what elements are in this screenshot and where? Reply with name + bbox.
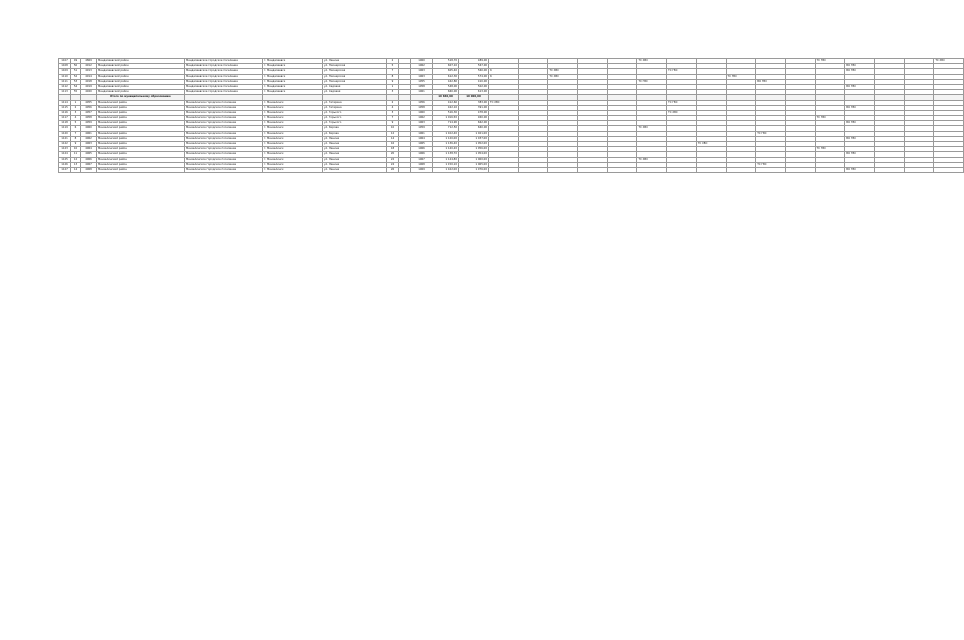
table-cell: Мензелинский район xyxy=(97,100,185,105)
table-cell: 14 xyxy=(71,167,81,172)
table-cell: 1963 xyxy=(411,74,433,79)
table-cell: г. Мензелинск xyxy=(263,167,323,172)
table-cell: Менделеевское городское поселение xyxy=(185,79,263,84)
table-cell: 1956 xyxy=(411,100,433,105)
table-cell: 4962 xyxy=(81,136,97,141)
table-cell: 4957 xyxy=(81,110,97,115)
table-cell: 1 021,00 xyxy=(459,131,489,136)
table-cell: 714,90 xyxy=(433,121,459,126)
table-cell: 13 xyxy=(71,162,81,167)
table-cell: 4955 xyxy=(81,100,97,105)
table-cell: 518,70 xyxy=(433,59,459,64)
table-cell: 1 056,00 xyxy=(459,147,489,152)
table-cell: 1 037,00 xyxy=(459,136,489,141)
table-cell: 1 076,00 xyxy=(459,167,489,172)
table-cell: ул. Горького xyxy=(323,116,387,121)
table-cell: Мензелинское городское поселение xyxy=(185,131,263,136)
table-cell: Менделеевский район xyxy=(97,74,185,79)
table-cell: 1967 xyxy=(411,157,433,162)
table-cell: Менделеевское городское поселение xyxy=(185,69,263,74)
table-cell: г. Мензелинск xyxy=(263,126,323,131)
table-cell: 10 000,00 xyxy=(459,95,489,100)
table-cell: Менделеевский район xyxy=(97,69,185,74)
table-cell: 4961 xyxy=(81,131,97,136)
table-cell: г. Менделеевск xyxy=(263,79,323,84)
table-cell: ул. Ленина xyxy=(323,147,387,152)
table-cell: ул. Пионерская xyxy=(323,64,387,69)
table-cell: 1113 xyxy=(59,90,71,95)
table-cell: 1 144,80 xyxy=(433,157,459,162)
table-cell: ВО ГВС xyxy=(845,64,875,69)
table-cell: ул. Ленина xyxy=(323,167,387,172)
table-cell: Мензелинское городское поселение xyxy=(185,100,263,105)
table-cell: Менделеевское городское поселение xyxy=(185,74,263,79)
table-cell: Мензелинский район xyxy=(97,162,185,167)
table-cell: 6 xyxy=(71,126,81,131)
table-cell: 4869 xyxy=(81,59,97,64)
table-cell: 4959 xyxy=(81,121,97,126)
table-cell: ул. Кирова xyxy=(323,126,387,131)
table-cell xyxy=(726,167,756,172)
table-cell: 16 xyxy=(387,142,399,147)
table-cell: 12 xyxy=(387,131,399,136)
table-cell: 4968 xyxy=(81,167,97,172)
table-cell: 4965 xyxy=(81,152,97,157)
table-cell: 516,30 xyxy=(433,110,459,115)
table-cell xyxy=(785,167,815,172)
table-cell xyxy=(667,167,697,172)
table-cell: 1962 xyxy=(411,64,433,69)
table-cell: 605,40 xyxy=(433,69,459,74)
table-cell: ВО ГВС xyxy=(845,69,875,74)
table-cell: ул. Ленина xyxy=(323,157,387,162)
table-cell: ВО ГВС xyxy=(845,105,875,110)
table-cell: Менделеевское городское поселение xyxy=(185,59,263,64)
table-cell: 1 xyxy=(387,84,399,89)
table-cell: 1 162,00 xyxy=(433,167,459,172)
table-cell: 1126 xyxy=(59,162,71,167)
table-cell: 1958 xyxy=(411,84,433,89)
table-cell: 1116 xyxy=(59,110,71,115)
table-cell: ТС ХВС xyxy=(489,100,519,105)
table-cell: г. Мензелинск xyxy=(263,100,323,105)
table-cell: 1118 xyxy=(59,121,71,126)
table-cell: 410,00 xyxy=(459,79,489,84)
table-cell: ул. Ленина xyxy=(323,59,387,64)
table-cell: ВО ГВС xyxy=(845,167,875,172)
table-cell: 4964 xyxy=(81,147,97,152)
table-cell: 1119 xyxy=(59,126,71,131)
table-cell: ул. Пионерская xyxy=(323,79,387,84)
table-cell: 11 xyxy=(71,152,81,157)
table-cell: 9 xyxy=(71,142,81,147)
table-cell: г. Менделеевск xyxy=(263,59,323,64)
table-cell: ул. Пионерская xyxy=(323,74,387,79)
table-cell: ТС ГВС xyxy=(667,100,697,105)
table-cell: 4958 xyxy=(81,116,97,121)
table-cell: Мензелинское городское поселение xyxy=(185,105,263,110)
table-cell: 10 660,90 xyxy=(433,95,459,100)
table-cell: ул. Горького xyxy=(323,121,387,126)
table-cell: 1114 xyxy=(59,100,71,105)
table-cell: 4956 xyxy=(81,105,97,110)
table-cell: ТС ХВС xyxy=(637,126,667,131)
table-cell: 9 xyxy=(387,121,399,126)
table-cell: г. Менделеевск xyxy=(263,74,323,79)
table-cell xyxy=(756,167,786,172)
table-cell: ТС ХВС xyxy=(667,110,697,115)
table-cell: 1 140,20 xyxy=(433,147,459,152)
table-cell: ул. Ленина xyxy=(323,162,387,167)
table-cell: К xyxy=(489,74,519,79)
table-cell: ТС ГВС xyxy=(637,79,667,84)
table-cell: г. Менделеевск xyxy=(263,69,323,74)
table-cell: 24 xyxy=(387,162,399,167)
table-cell: 560,00 xyxy=(459,69,489,74)
table-cell: Мензелинское городское поселение xyxy=(185,110,263,115)
table-cell: 4914 xyxy=(81,74,97,79)
table-cell: г. Мензелинск xyxy=(263,105,323,110)
table-cell: 26 xyxy=(387,167,399,172)
table-cell: 1123 xyxy=(59,147,71,152)
table-cell: 1 052,00 xyxy=(459,142,489,147)
table-cell: ВО ГВС xyxy=(845,121,875,126)
table-cell xyxy=(399,167,411,172)
table-body xyxy=(59,59,964,173)
table-cell: г. Мензелинск xyxy=(263,131,323,136)
table-cell xyxy=(518,167,548,172)
table-cell: г. Мензелинск xyxy=(263,110,323,115)
document-sheet xyxy=(58,58,945,173)
table-cell: 1968 xyxy=(411,162,433,167)
table-cell: ул. Гагарина xyxy=(323,100,387,105)
table-cell: 18 xyxy=(387,147,399,152)
table-cell: 1965 xyxy=(411,142,433,147)
table-cell: 8 xyxy=(387,74,399,79)
table-cell: 20 xyxy=(387,152,399,157)
table-cell: 607,10 xyxy=(433,64,459,69)
table-cell: ТС ГВС xyxy=(815,116,845,121)
table-cell xyxy=(904,167,934,172)
table-cell: 662,00 xyxy=(459,121,489,126)
table-cell: 1109 xyxy=(59,69,71,74)
table-cell: 7 xyxy=(71,131,81,136)
table-cell: Мензелинское городское поселение xyxy=(185,147,263,152)
table-cell: 7 xyxy=(387,116,399,121)
table-cell: 8 xyxy=(71,136,81,141)
table-cell: Мензелинское городское поселение xyxy=(185,157,263,162)
table-cell: 1115 xyxy=(59,105,71,110)
table-cell: 2 xyxy=(387,100,399,105)
table-cell: ТС ГВС xyxy=(726,74,756,79)
table-cell: Менделеевский район xyxy=(97,59,185,64)
table-cell: 1 xyxy=(71,100,81,105)
table-cell: ВО ГВС xyxy=(845,152,875,157)
table-cell: Менделеевский район xyxy=(97,90,185,95)
table-cell: ТС ХВС xyxy=(696,142,726,147)
table-cell: 9 xyxy=(387,79,399,84)
table-cell: 1 120,00 xyxy=(433,136,459,141)
table-cell: 489,00 xyxy=(459,59,489,64)
table-cell: 1 060,00 xyxy=(459,157,489,162)
table-cell xyxy=(637,167,667,172)
table-cell: г. Мензелинск xyxy=(263,136,323,141)
table-cell: г. Мензелинск xyxy=(263,157,323,162)
table-cell: 567,00 xyxy=(459,64,489,69)
table-cell: 1120 xyxy=(59,131,71,136)
table-cell: Мензелинский район xyxy=(97,136,185,141)
table-cell: Менделеевский район xyxy=(97,79,185,84)
table-cell: ул. Кирова xyxy=(323,131,387,136)
table-cell: 4 xyxy=(387,105,399,110)
table-cell: Мензелинское городское поселение xyxy=(185,152,263,157)
table-cell: ТС ГВС xyxy=(756,162,786,167)
table-cell: Мензелинский район xyxy=(97,167,185,172)
table-cell: ТС ХВС xyxy=(934,59,964,64)
table-cell: 1 054,00 xyxy=(459,152,489,157)
table-cell: ТС ХВС xyxy=(637,59,667,64)
table-cell: 612,30 xyxy=(433,74,459,79)
table-cell: ул. Садовая xyxy=(323,90,387,95)
table-cell: 422,10 xyxy=(433,105,459,110)
table-cell: 391,00 xyxy=(459,105,489,110)
table-cell: 4920 xyxy=(81,90,97,95)
table-cell: 1 138,70 xyxy=(433,152,459,157)
table-cell: 3 xyxy=(71,110,81,115)
table-cell: Мензелинский район xyxy=(97,105,185,110)
table-cell: ТС ГВС xyxy=(756,131,786,136)
table-cell: ул. Ленина xyxy=(323,142,387,147)
table-cell: Мензелинский район xyxy=(97,157,185,162)
table-cell: Мензелинский район xyxy=(97,116,185,121)
table-cell: 2 xyxy=(71,105,81,110)
table-cell: ТС ГВС xyxy=(667,69,697,74)
table-cell: Мензелинское городское поселение xyxy=(185,116,263,121)
table-cell: Мензелинское городское поселение xyxy=(185,136,263,141)
table-cell: 53 xyxy=(71,79,81,84)
table-cell xyxy=(934,167,964,172)
table-cell: 14 xyxy=(387,136,399,141)
table-cell: г. Мензелинск xyxy=(263,147,323,152)
table-cell: 51 xyxy=(71,69,81,74)
table-cell: К xyxy=(489,69,519,74)
table-cell: г. Мензелинск xyxy=(263,142,323,147)
table-cell: ул. Ленина xyxy=(323,136,387,141)
table-cell: Менделеевский район xyxy=(97,64,185,69)
table-cell: Менделеевское городское поселение xyxy=(185,90,263,95)
table-cell: 3 xyxy=(387,90,399,95)
table-cell xyxy=(489,167,519,172)
table-cell: 1964 xyxy=(411,136,433,141)
table-cell: 4918 xyxy=(81,79,97,84)
table-cell: 1125 xyxy=(59,157,71,162)
table-cell: 55 xyxy=(71,90,81,95)
table-cell: ТС ХВС xyxy=(637,157,667,162)
table-cell: 1959 xyxy=(411,126,433,131)
table-cell: Мензелинское городское поселение xyxy=(185,162,263,167)
table-cell: 442,80 xyxy=(433,79,459,84)
table-cell: 49 xyxy=(71,59,81,64)
table-cell: Мензелинское городское поселение xyxy=(185,167,263,172)
table-cell: г. Мензелинск xyxy=(263,116,323,121)
table-cell: Мензелинский район xyxy=(97,152,185,157)
table-row xyxy=(59,167,964,172)
table-cell xyxy=(874,167,904,172)
table-cell: Мензелинский район xyxy=(97,121,185,126)
table-cell: 383,00 xyxy=(459,100,489,105)
table-cell: 502,00 xyxy=(459,84,489,89)
table-cell: ТС ГВС xyxy=(815,59,845,64)
table-cell: 1124 xyxy=(59,152,71,157)
table-cell: 1961 xyxy=(411,131,433,136)
table-cell: Менделеевское городское поселение xyxy=(185,84,263,89)
table-cell xyxy=(578,167,608,172)
table-cell: Менделеевское городское поселение xyxy=(185,64,263,69)
table-cell: Мензелинское городское поселение xyxy=(185,126,263,131)
table-cell: 4913 xyxy=(81,69,97,74)
table-cell: Мензелинский район xyxy=(97,147,185,152)
table-cell: 548,00 xyxy=(433,84,459,89)
table-cell: 50 xyxy=(71,64,81,69)
table-cell: 1963 xyxy=(411,121,433,126)
table-cell: 940,00 xyxy=(459,116,489,121)
table-cell: 5 xyxy=(71,121,81,126)
housing-repair-table xyxy=(58,58,964,173)
table-cell: 4 xyxy=(71,116,81,121)
table-cell: Мензелинское городское поселение xyxy=(185,142,263,147)
table-cell: 4966 xyxy=(81,157,97,162)
table-cell: 2 xyxy=(387,59,399,64)
table-cell: ул. Горького xyxy=(323,110,387,115)
table-cell: Мензелинский район xyxy=(97,142,185,147)
table-cell: 10 xyxy=(71,147,81,152)
table-cell: 1 065,00 xyxy=(459,162,489,167)
table-cell: 12 xyxy=(71,157,81,162)
table-cell: 4912 xyxy=(81,64,97,69)
table-cell: 1107 xyxy=(59,59,71,64)
table-cell: 660,00 xyxy=(459,126,489,131)
table-cell: 1966 xyxy=(411,147,433,152)
table-cell: ВО ГВС xyxy=(845,84,875,89)
table-cell: 1955 xyxy=(411,79,433,84)
table-cell: ВО ГВС xyxy=(756,79,786,84)
table-cell: 1 102,40 xyxy=(433,131,459,136)
table-cell: 1963 xyxy=(411,69,433,74)
table-cell: 1966 xyxy=(411,152,433,157)
table-cell: 4919 xyxy=(81,84,97,89)
table-cell: 478,00 xyxy=(459,110,489,115)
table-cell: 1962 xyxy=(411,116,433,121)
table-cell: ул. Пионерская xyxy=(323,69,387,74)
table-cell: г. Менделеевск xyxy=(263,84,323,89)
table-cell: Мензелинское городское поселение xyxy=(185,121,263,126)
table-cell: 1958 xyxy=(411,105,433,110)
table-cell: ул. Гагарина xyxy=(323,105,387,110)
table-cell: 54 xyxy=(71,84,81,89)
table-cell: г. Мензелинск xyxy=(263,162,323,167)
table-cell: Менделеевский район xyxy=(97,84,185,89)
table-cell: 52 xyxy=(71,74,81,79)
table-cell: Итого по муниципальному образованию xyxy=(97,95,185,100)
table-cell: 1117 xyxy=(59,116,71,121)
table-cell xyxy=(815,167,845,172)
table-cell: 1127 xyxy=(59,167,71,172)
table-cell: 1110 xyxy=(59,74,71,79)
table-cell: 22 xyxy=(387,157,399,162)
table-cell: ТС ХВС xyxy=(548,69,578,74)
table-cell xyxy=(548,167,578,172)
table-cell: Мензелинский район xyxy=(97,131,185,136)
table-cell: 712,50 xyxy=(433,126,459,131)
table-cell: 1121 xyxy=(59,136,71,141)
table-cell: 7 xyxy=(387,69,399,74)
table-cell: г. Мензелинск xyxy=(263,152,323,157)
table-cell: 1111 xyxy=(59,79,71,84)
table-cell: г. Мензелинск xyxy=(263,121,323,126)
table-cell: 1960 xyxy=(411,59,433,64)
table-cell: 5 xyxy=(387,64,399,69)
table-cell: ТС ХВС xyxy=(548,74,578,79)
table-cell: г. Менделеевск xyxy=(263,90,323,95)
table-cell: ТС ГВС xyxy=(815,147,845,152)
table-cell: 1 016,50 xyxy=(433,116,459,121)
table-cell: 10 xyxy=(387,126,399,131)
table-cell: Мензелинский район xyxy=(97,126,185,131)
table-cell: 1112 xyxy=(59,84,71,89)
table-cell: Мензелинский район xyxy=(97,110,185,115)
table-cell: 613,00 xyxy=(459,90,489,95)
table-cell: ул. Ленина xyxy=(323,152,387,157)
table-cell: 412,60 xyxy=(433,100,459,105)
table-cell: ВО ГВС xyxy=(845,136,875,141)
table-cell: 660,00 xyxy=(433,90,459,95)
table-cell: 3 xyxy=(387,110,399,115)
table-cell: 4967 xyxy=(81,162,97,167)
table-cell: 1122 xyxy=(59,142,71,147)
table-cell: 1108 xyxy=(59,64,71,69)
table-cell: 1961 xyxy=(411,90,433,95)
table-cell: ул. Садовая xyxy=(323,84,387,89)
table-cell: 574,00 xyxy=(459,74,489,79)
table-cell: 1969 xyxy=(411,167,433,172)
table-cell: 1960 xyxy=(411,110,433,115)
table-cell: 1 150,10 xyxy=(433,162,459,167)
table-cell: 4963 xyxy=(81,142,97,147)
table-cell: г. Менделеевск xyxy=(263,64,323,69)
table-cell: 1 136,40 xyxy=(433,142,459,147)
table-cell: 4960 xyxy=(81,126,97,131)
table-cell xyxy=(696,167,726,172)
table-cell xyxy=(607,167,637,172)
